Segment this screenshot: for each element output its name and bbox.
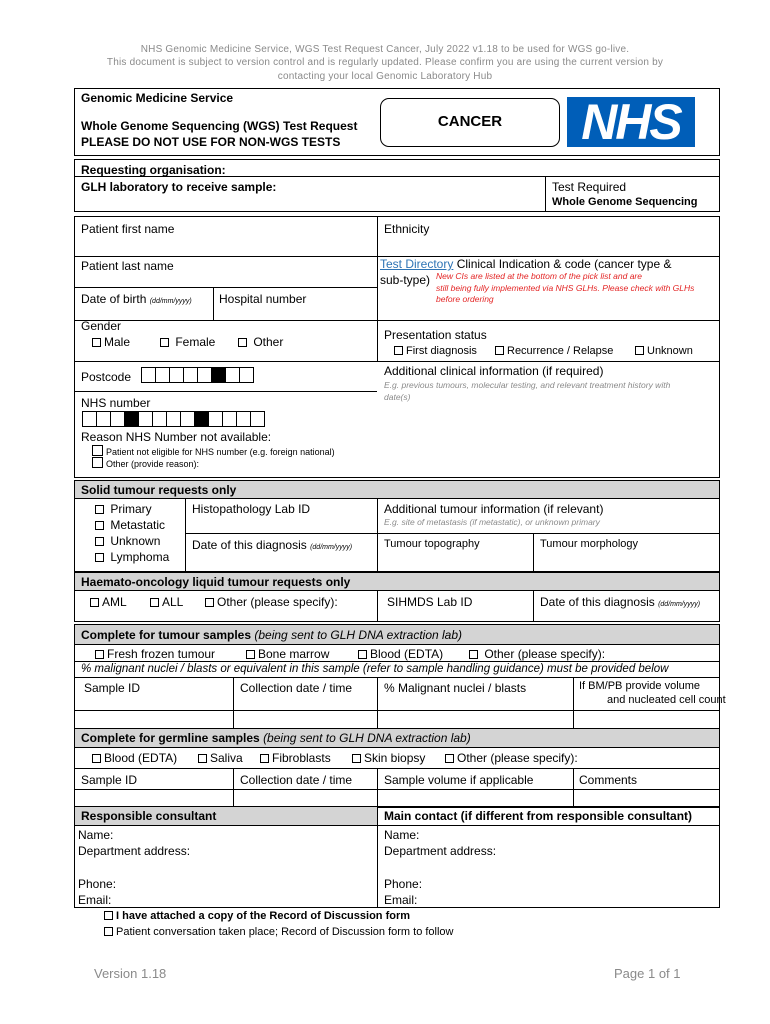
checkbox-icon[interactable] [90,598,99,607]
main-contact-heading: Main contact (if different from responsible consultant) [384,809,693,823]
nhs-logo: NHS [567,97,695,147]
germline-heading: Complete for germline samples [81,731,260,745]
tumour-fresh-frozen[interactable]: Fresh frozen tumour [95,647,215,661]
header-line-3: contacting your local Genomic Laboratory Hub [277,71,493,82]
solid-lymphoma[interactable]: Lymphoma [95,550,169,564]
additional-clinical-hint-2: date(s) [384,392,411,402]
checkbox-icon[interactable] [95,553,104,562]
reason-not-eligible[interactable]: Patient not eligible for NHS number (e.g. foreign national) [92,445,335,457]
presentation-first[interactable]: First diagnosis [394,345,477,357]
topography-label: Tumour topography [384,538,480,550]
checkbox-icon[interactable] [469,650,478,659]
checkbox-icon[interactable] [95,650,104,659]
germline-col-collection: Collection date / time [240,773,353,787]
clinical-indication-label: Clinical Indication & code (cancer type & [456,257,672,271]
tumour-col-bmpb-2: and nucleated cell count [607,694,726,706]
main-contact-phone-label: Phone: [384,877,423,891]
ci-note-1: New CIs are listed at the bottom of the pick list and are [436,271,642,281]
checkbox-icon[interactable] [160,338,169,347]
solid-heading: Solid tumour requests only [81,483,237,497]
checkbox-icon[interactable] [150,598,159,607]
solid-unknown[interactable]: Unknown [95,534,160,548]
consultant-heading: Responsible consultant [81,809,217,823]
sihmds-label: SIHMDS Lab ID [387,595,473,609]
solid-primary[interactable]: Primary [95,502,152,516]
record-attached-checkbox[interactable]: I have attached a copy of the Record of Discussion form [104,910,410,922]
haemato-other[interactable]: Other (please specify): [205,595,338,609]
reason-other[interactable]: Other (provide reason): [92,457,199,469]
haemato-heading: Haemato-oncology liquid tumour requests only [81,575,351,589]
first-name-label: Patient first name [81,222,175,236]
conversation-checkbox[interactable]: Patient conversation taken place; Record of Discussion form to follow [104,926,454,938]
haemato-all[interactable]: ALL [150,595,183,609]
header-line-1: NHS Genomic Medicine Service, WGS Test Request Cancer, July 2022 v1.18 to be used for WGS go-live. [140,44,630,55]
tumour-bone-marrow[interactable]: Bone marrow [246,647,329,661]
tumour-col-bmpb-1: If BM/PB provide volume [579,680,701,692]
checkbox-icon[interactable] [104,927,113,936]
germline-saliva[interactable]: Saliva [198,751,243,765]
main-contact-email-label: Email: [384,893,418,907]
germline-col-volume: Sample volume if applicable [384,773,534,787]
checkbox-icon[interactable] [104,911,113,920]
warning-text: PLEASE DO NOT USE FOR NON-WGS TESTS [81,135,341,149]
germline-blood[interactable]: Blood (EDTA) [92,751,177,765]
checkbox-icon[interactable] [394,346,403,355]
consultant-department-label: Department address: [78,844,191,858]
checkbox-icon[interactable] [635,346,644,355]
haemato-aml[interactable]: AML [90,595,127,609]
gender-female[interactable]: Female [160,335,215,349]
nhs-number-label: NHS number [81,396,151,410]
checkbox-icon[interactable] [358,650,367,659]
service-title: Genomic Medicine Service [81,91,234,105]
test-directory-link[interactable]: Test Directory [380,257,454,271]
checkbox-icon[interactable] [92,754,101,763]
solid-date-format: (dd/mm/yyyy) [310,544,353,551]
germline-col-comments: Comments [579,773,638,787]
postcode-label: Postcode [81,370,132,384]
header-line-2: This document is subject to version control and is regularly updated. Please confirm you are using the current version by [106,57,664,68]
checkbox-icon[interactable] [445,754,454,763]
last-name-label: Patient last name [81,259,174,273]
hospital-number-label: Hospital number [219,292,307,306]
malignant-note: % malignant nuclei / blasts or equivalent in this sample (refer to sample handling guidance) must be provided below [81,663,669,675]
glh-label: GLH laboratory to receive sample: [81,180,277,194]
main-contact-name-label: Name: [384,828,420,842]
checkbox-icon[interactable] [495,346,504,355]
version-label: Version 1.18 [94,966,167,981]
morphology-label: Tumour morphology [540,538,639,550]
dob-format: (dd/mm/yyyy) [149,298,192,305]
ci-note-2: still being fully implemented via NHS GLHs. Please check with GLHs [436,283,695,293]
page-number: Page 1 of 1 [614,966,681,981]
presentation-unknown[interactable]: Unknown [635,345,693,357]
dob-label: Date of birth [81,292,147,306]
presentation-status-label: Presentation status [384,328,487,342]
gender-other[interactable]: Other [238,335,283,349]
ethnicity-label: Ethnicity [384,222,430,236]
tumour-other[interactable]: Other (please specify): [469,647,605,661]
checkbox-icon[interactable] [352,754,361,763]
checkbox-icon[interactable] [198,754,207,763]
histopathology-label: Histopathology Lab ID [192,502,311,516]
additional-clinical-hint-1: E.g. previous tumours, molecular testing, and relevant treatment history with [384,380,671,390]
reason-nhs-label: Reason NHS Number not available: [81,430,272,444]
checkbox-icon[interactable] [92,445,103,456]
solid-date-diagnosis-label: Date of this diagnosis [192,538,307,552]
tumour-col-malignant: % Malignant nuclei / blasts [384,681,527,695]
checkbox-icon[interactable] [92,338,101,347]
checkbox-icon[interactable] [205,598,214,607]
tumour-col-sample-id: Sample ID [84,681,141,695]
checkbox-icon[interactable] [260,754,269,763]
checkbox-icon[interactable] [95,537,104,546]
additional-tumour-hint: E.g. site of metastasis (if metastatic), or unknown primary [384,517,600,527]
checkbox-icon[interactable] [95,505,104,514]
tumour-col-collection: Collection date / time [240,681,353,695]
checkbox-icon[interactable] [246,650,255,659]
germline-skin-biopsy[interactable]: Skin biopsy [352,751,425,765]
gender-label: Gender [81,319,122,333]
ci-note-3: before ordering [436,294,494,304]
solid-metastatic[interactable]: Metastatic [95,518,165,532]
tumour-samples-note: (being sent to GLH DNA extraction lab) [254,628,463,642]
sub-type-label: sub-type) [380,273,431,287]
consultant-name-label: Name: [78,828,114,842]
germline-other[interactable]: Other (please specify): [445,751,578,765]
haemato-date-format: (dd/mm/yyyy) [658,601,701,608]
tumour-samples-heading: Complete for tumour samples [81,628,252,642]
presentation-recurrence[interactable]: Recurrence / Relapse [495,345,613,357]
germline-note: (being sent to GLH DNA extraction lab) [263,731,471,745]
germline-col-sample-id: Sample ID [81,773,138,787]
requesting-org-label: Requesting organisation: [81,163,226,177]
consultant-phone-label: Phone: [78,877,117,891]
request-title: Whole Genome Sequencing (WGS) Test Request [81,119,358,133]
additional-clinical-label: Additional clinical information (if required) [384,364,604,378]
checkbox-icon[interactable] [238,338,247,347]
haemato-date-diagnosis-label: Date of this diagnosis [540,595,655,609]
germline-fibroblasts[interactable]: Fibroblasts [260,751,331,765]
test-required-label: Test Required [552,180,627,194]
additional-tumour-label: Additional tumour information (if relevant) [384,502,604,516]
tumour-blood-edta[interactable]: Blood (EDTA) [358,647,443,661]
test-required-value: Whole Genome Sequencing [552,196,698,208]
gender-male[interactable]: Male [92,335,130,349]
checkbox-icon[interactable] [95,521,104,530]
checkbox-icon[interactable] [92,457,103,468]
consultant-email-label: Email: [78,893,112,907]
cancer-badge: CANCER [380,98,560,147]
main-contact-department-label: Department address: [384,844,497,858]
